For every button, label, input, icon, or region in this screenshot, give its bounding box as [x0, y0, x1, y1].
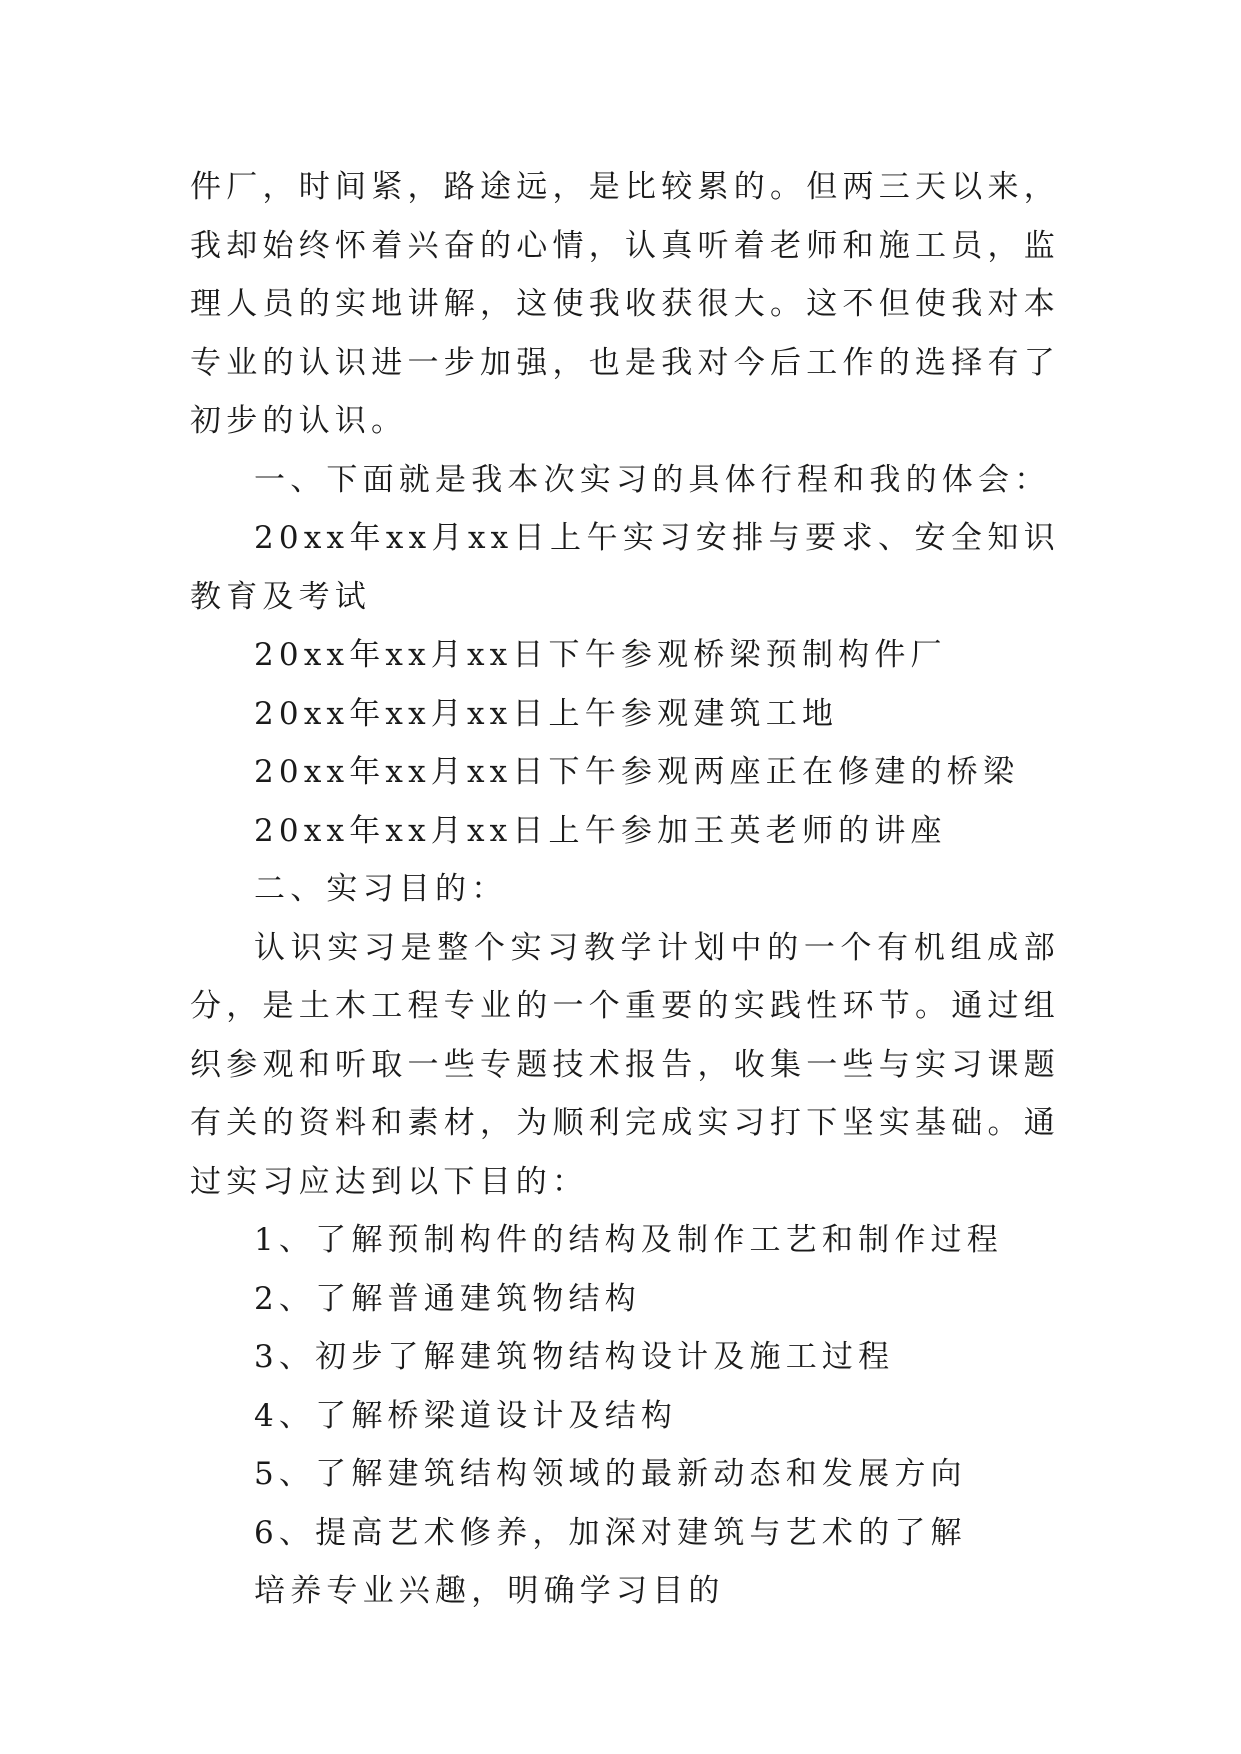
itinerary-item: 20xx年xx月xx日上午参观建筑工地 — [254, 695, 839, 732]
paragraph-continuation: 件厂，时间紧，路途远，是比较累的。但两三天以来，我却始终怀着兴奋的心情，认真听着老师和施工员，监理人员的实地讲解，这使我收获很大。这不但使我对本专业的认识进一步加强，也是我对今后工作的选择有了初步的认识。 — [190, 169, 1060, 439]
purpose-list-item: 2、了解普通建筑物结构 — [254, 1280, 641, 1317]
itinerary-item: 20xx年xx月xx日上午实习安排与要求、安全知识教育及考试 — [190, 520, 1060, 615]
itinerary-item: 20xx年xx月xx日上午参加王英老师的讲座 — [254, 812, 947, 849]
section-heading-purpose: 二、实习目的： — [254, 871, 508, 907]
purpose-list-item: 1、了解预制构件的结构及制作工艺和制作过程 — [254, 1222, 1003, 1258]
itinerary-item: 20xx年xx月xx日下午参观两座正在修建的桥梁 — [254, 754, 1020, 790]
itinerary-item: 20xx年xx月xx日下午参观桥梁预制构件厂 — [254, 637, 947, 673]
purpose-list-item: 3、初步了解建筑物结构设计及施工过程 — [254, 1339, 895, 1375]
purpose-list-item: 4、了解桥梁道设计及结构 — [254, 1397, 678, 1434]
section-heading-itinerary: 一、下面就是我本次实习的具体行程和我的体会： — [254, 461, 1051, 498]
paragraph-purpose: 认识实习是整个实习教学计划中的一个有机组成部分，是土木工程专业的一个重要的实践性环节。通过组织参观和听取一些专题技术报告，收集一些与实习课题有关的资料和素材，为顺利完成实习打下坚实基础。通过实习应达到以下目的： — [190, 929, 1060, 1200]
purpose-list-item: 5、了解建筑结构领域的最新动态和发展方向 — [254, 1456, 967, 1492]
document-body — [190, 158, 1060, 1621]
paragraph-closing: 培养专业兴趣，明确学习目的 — [254, 1573, 725, 1609]
purpose-list-item: 6、提高艺术修养，加深对建筑与艺术的了解 — [254, 1514, 967, 1551]
